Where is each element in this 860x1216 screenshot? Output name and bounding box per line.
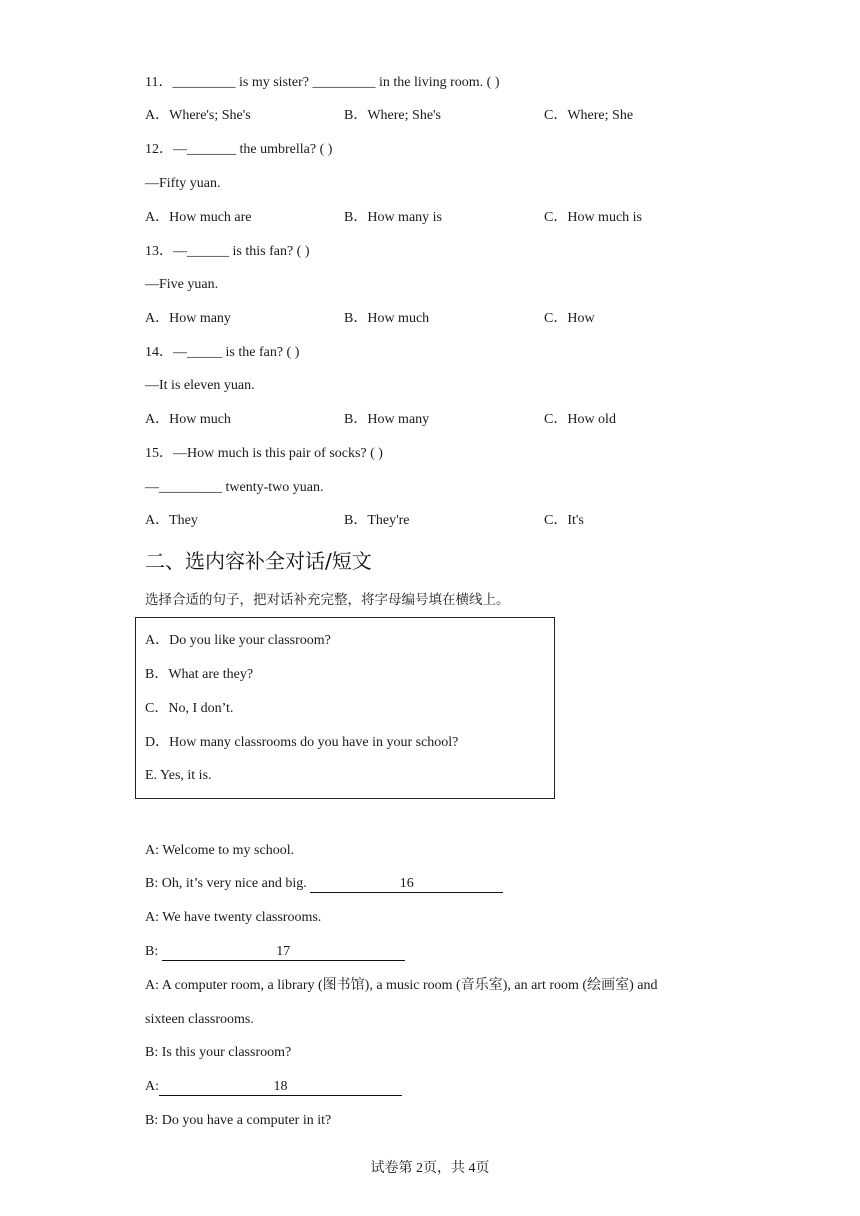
question-12-reply: —Fifty yuan. xyxy=(145,176,221,191)
question-14-option-a: A．How much xyxy=(145,412,231,427)
question-12-stem: 12．—_______ the umbrella? ( ) xyxy=(145,142,333,157)
answer-blank-17[interactable]: 17 xyxy=(162,943,405,961)
dialogue-line-7: B: Is this your classroom? xyxy=(145,1045,292,1060)
dialogue-line-5: A: A computer room, a library (图书馆), a music room (音乐室), an art room (绘画室) and xyxy=(145,978,658,993)
question-15-option-b: B．They're xyxy=(344,513,410,528)
question-13-option-a: A．How many xyxy=(145,311,231,326)
question-11-option-a: A．Where's; She's xyxy=(145,108,251,123)
question-13-stem: 13．—______ is this fan? ( ) xyxy=(145,244,310,259)
answer-blank-18[interactable]: 18 xyxy=(159,1078,402,1096)
question-11-option-c: C．Where; She xyxy=(544,108,634,123)
dialogue-line-4-text: B: xyxy=(145,944,162,959)
question-12-option-b: B．How many is xyxy=(344,210,442,225)
dialogue-line-2 xyxy=(145,875,503,893)
page-number: 试卷第 2页，共 4页 xyxy=(370,1161,490,1176)
dialogue-line-4 xyxy=(145,943,405,961)
question-14-option-c: C．How old xyxy=(544,412,616,427)
dialogue-line-2-text: B: Oh, it’s very nice and big. xyxy=(145,876,311,891)
choice-c: C．No, I don’t. xyxy=(145,701,234,716)
section-instruction: 选择合适的句子，把对话补充完整，将字母编号填在横线上。 xyxy=(145,592,510,608)
answer-blank-16[interactable]: 16 xyxy=(310,875,503,893)
choice-a: A．Do you like your classroom? xyxy=(145,633,331,648)
question-14-option-b: B．How many xyxy=(344,412,430,427)
question-13-option-c: C．How xyxy=(544,311,595,326)
question-12-option-a: A．How much are xyxy=(145,210,252,225)
choice-d: D．How many classrooms do you have in your school? xyxy=(145,735,459,750)
dialogue-line-1: A: Welcome to my school. xyxy=(145,843,295,858)
dialogue-line-6: sixteen classrooms. xyxy=(145,1012,254,1027)
dialogue-line-8 xyxy=(145,1078,402,1096)
question-15-stem: 15．—How much is this pair of socks? ( ) xyxy=(145,446,383,461)
question-11-stem: 11．_________ is my sister? _________ in the living room. ( ) xyxy=(145,75,500,90)
choice-box xyxy=(135,617,555,799)
dialogue-line-8-text: A: xyxy=(145,1079,159,1094)
dialogue-line-9: B: Do you have a computer in it? xyxy=(145,1113,332,1128)
question-11-option-b: B．Where; She's xyxy=(344,108,442,123)
choice-b: B．What are they? xyxy=(145,667,254,682)
dialogue-line-3: A: We have twenty classrooms. xyxy=(145,910,322,925)
choice-e: E. Yes, it is. xyxy=(145,768,212,783)
section-title: 二、选内容补全对话/短文 xyxy=(145,549,372,573)
question-15-reply: —_________ twenty-two yuan. xyxy=(145,480,324,495)
question-15-option-a: A．They xyxy=(145,513,198,528)
question-15-option-c: C．It's xyxy=(544,513,584,528)
question-14-stem: 14．—_____ is the fan? ( ) xyxy=(145,345,300,360)
question-14-reply: —It is eleven yuan. xyxy=(145,378,255,393)
page-footer xyxy=(0,1160,860,1178)
question-13-option-b: B．How much xyxy=(344,311,430,326)
question-13-reply: —Five yuan. xyxy=(145,277,219,292)
question-12-option-c: C．How much is xyxy=(544,210,642,225)
